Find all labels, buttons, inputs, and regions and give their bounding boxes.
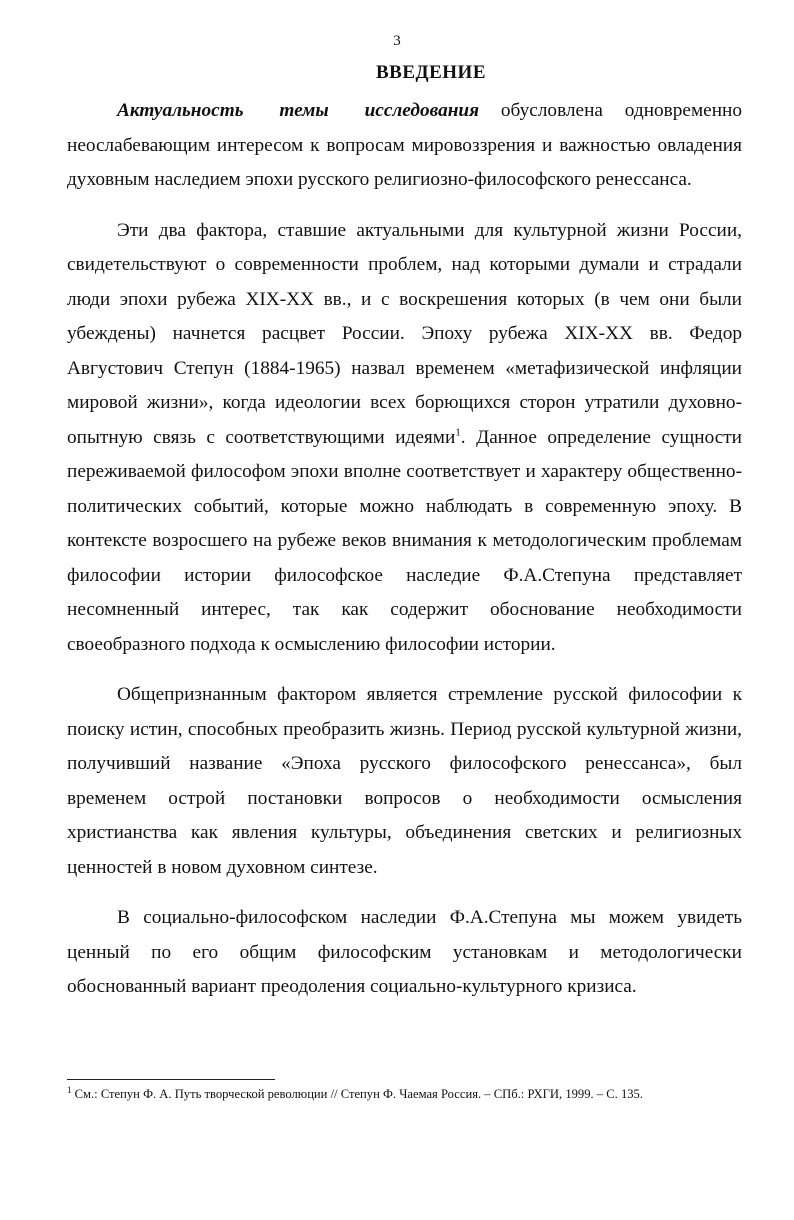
paragraph-two-factors-text-after: . Данное определение сущности переживаемой философом эпохи вполне соответствует и характеру общественно-политических событий, которые можно наблюдать в современную эпоху. В контексте возросшего на рубеже веков внимания к методологическим проблемам философии истории философское наследие Ф.А.Степуна представляет несомненный интерес, так как содержит обоснование необходимости своеобразного подхода к осмыслению философии истории. [67, 426, 742, 655]
footnote-divider [67, 1079, 275, 1080]
footnote-text: См.: Степун Ф. А. Путь творческой революции // Степун Ф. Чаемая Россия. – СПб.: РХГИ, 1999. – С. 135. [71, 1087, 643, 1101]
page-number: 3 [393, 33, 401, 49]
paragraph-recognized-factor: Общепризнанным фактором является стремление русской философии к поиску истин, способных преобразить жизнь. Период русской культурной жизни, получивший название «Эпоха русского философского ренессанса», был временем острой постановки вопросов о необходимости осмысления христианства как явления культуры, объединения светских и религиозных ценностей в новом духовном синтезе. [67, 684, 742, 878]
relevance-emphasis: Актуальность темы исследования [117, 100, 480, 121]
paragraph-two-factors-text-before: Эти два фактора, ставшие актуальными для культурной жизни России, свидетельствуют о современности проблем, над которыми думали и страдали люди эпохи рубежа XIX-XX вв., и с воскрешения которых (в чем они были убеждены) начнется расцвет России. Эпоху рубежа XIX-XX вв. Федор Августович Степун (1884-1965) назвал временем «метафизической инфляции мировой жизни», когда идеологии всех борющихся сторон утратили духовно-опытную связь с соответствующими идеями [67, 219, 742, 448]
footnote-reference: 1 [455, 426, 461, 439]
page-title: ВВЕДЕНИЕ [376, 62, 486, 83]
footnote [67, 1086, 757, 1102]
footnote-marker: 1 [67, 1084, 72, 1095]
paragraph-social-heritage: В социально-философском наследии Ф.А.Степуна мы можем увидеть ценный по его общим философским установкам и методологически обоснованный вариант преодоления социально-культурного кризиса. [67, 907, 742, 997]
main-text [67, 94, 742, 1005]
paragraph-relevance-text: обусловлена одновременно неослабевающим интересом к вопросам мировоззрения и важностью овладения духовным наследием эпохи русского религиозно-философского ренессанса. [67, 100, 742, 190]
paragraph-relevance [67, 94, 742, 198]
paragraph-two-factors [67, 214, 742, 663]
